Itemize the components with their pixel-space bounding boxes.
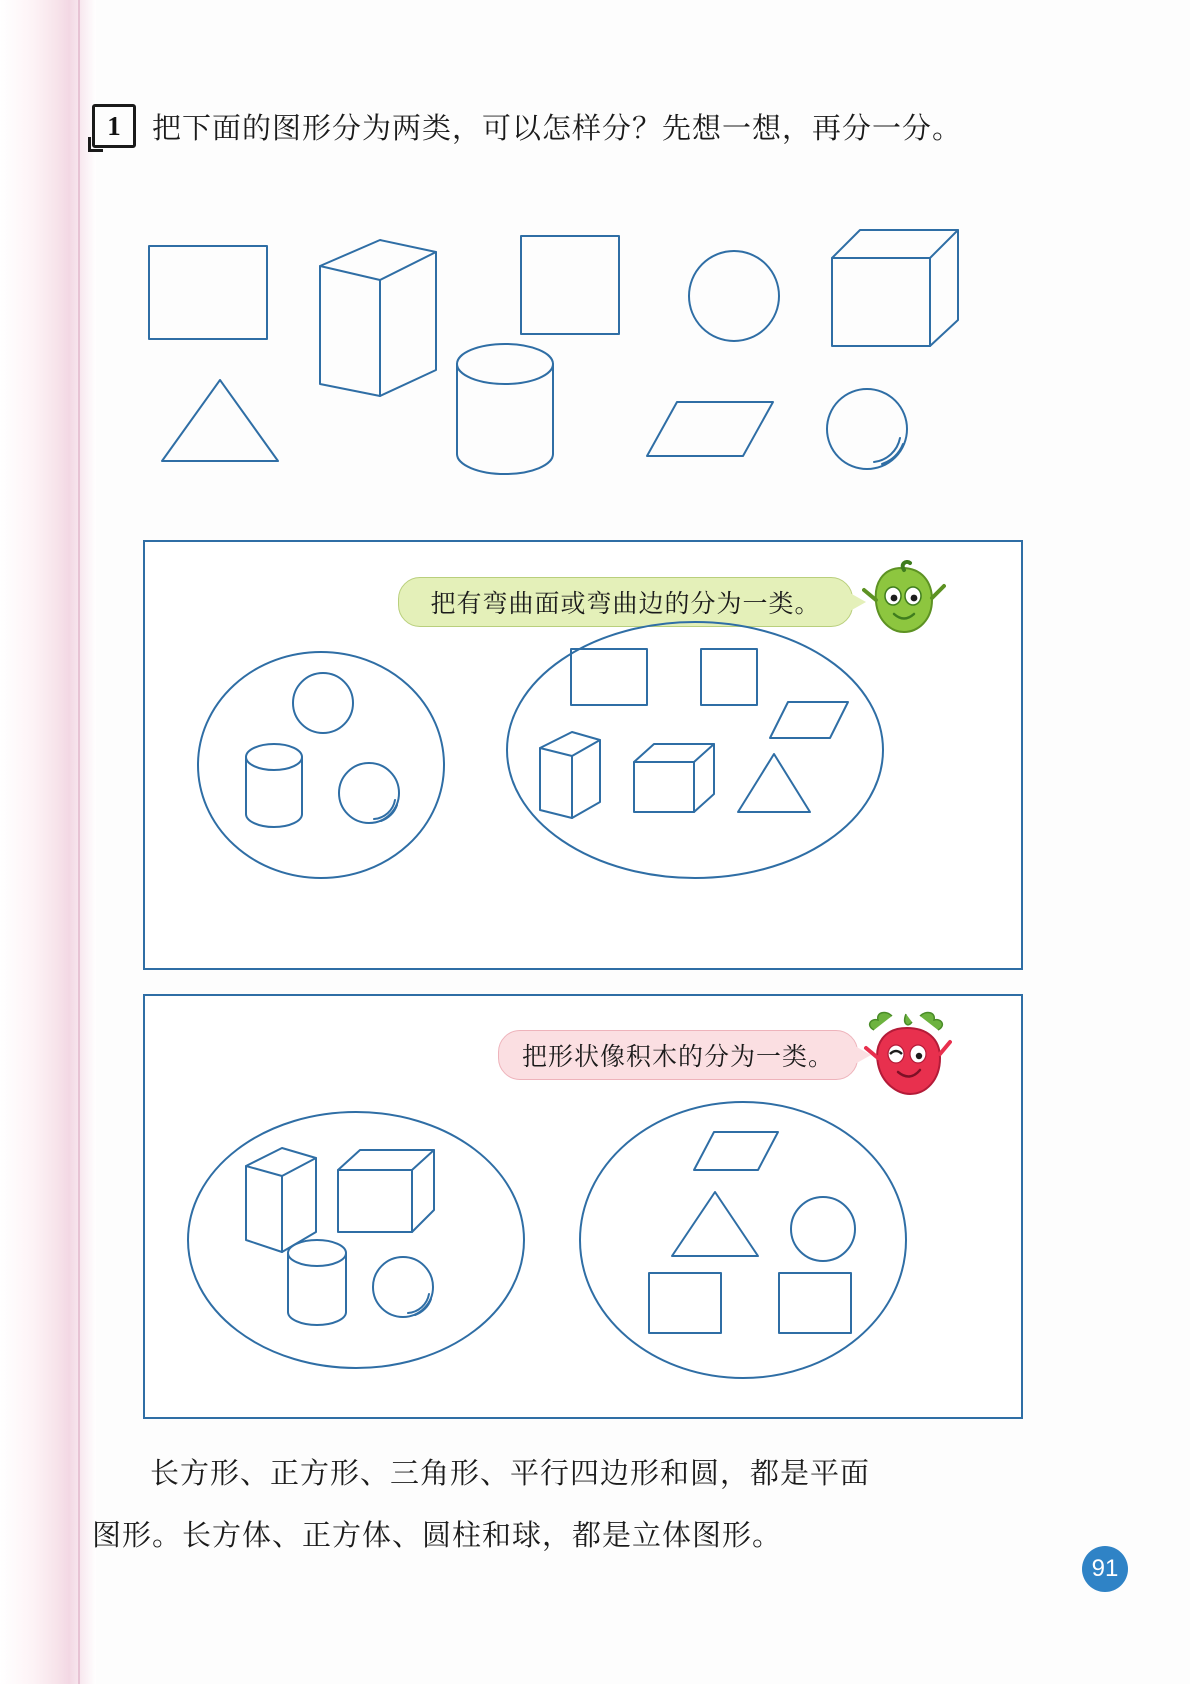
shape-cylinder	[455, 342, 555, 477]
summary-line-2: 图形。长方体、正方体、圆柱和球，都是立体图形。	[92, 1518, 783, 1552]
radish-mascot	[862, 1010, 952, 1098]
problem-number-label: 1	[107, 110, 121, 141]
page-gutter-decoration	[0, 0, 96, 1684]
shape-circle	[688, 250, 780, 342]
speech-bubble-curved-text: 把有弯曲面或弯曲边的分为一类。	[430, 589, 821, 618]
problem-statement: 把下面的图形分为两类，可以怎样分？先想一想，再分一分。	[152, 111, 963, 145]
shape-cuboid	[318, 238, 438, 398]
page-gutter-line	[78, 0, 80, 1684]
page-number-badge: 91	[1082, 1546, 1128, 1592]
speech-bubble-blocks	[498, 1030, 858, 1080]
shape-parallelogram	[645, 400, 775, 460]
shape-sphere	[826, 388, 908, 470]
pepper-mascot	[862, 560, 946, 640]
problem-number-badge	[92, 104, 136, 148]
summary-paragraph	[92, 1442, 1092, 1566]
shape-cube	[830, 228, 960, 348]
speech-bubble-blocks-text: 把形状像积木的分为一类。	[521, 1042, 834, 1071]
shape-square	[520, 235, 620, 335]
shape-rectangle	[148, 245, 268, 340]
summary-line-1: 长方形、正方形、三角形、平行四边形和圆，都是平面	[150, 1456, 871, 1490]
speech-bubble-curved	[398, 577, 853, 627]
shape-triangle	[160, 378, 280, 463]
